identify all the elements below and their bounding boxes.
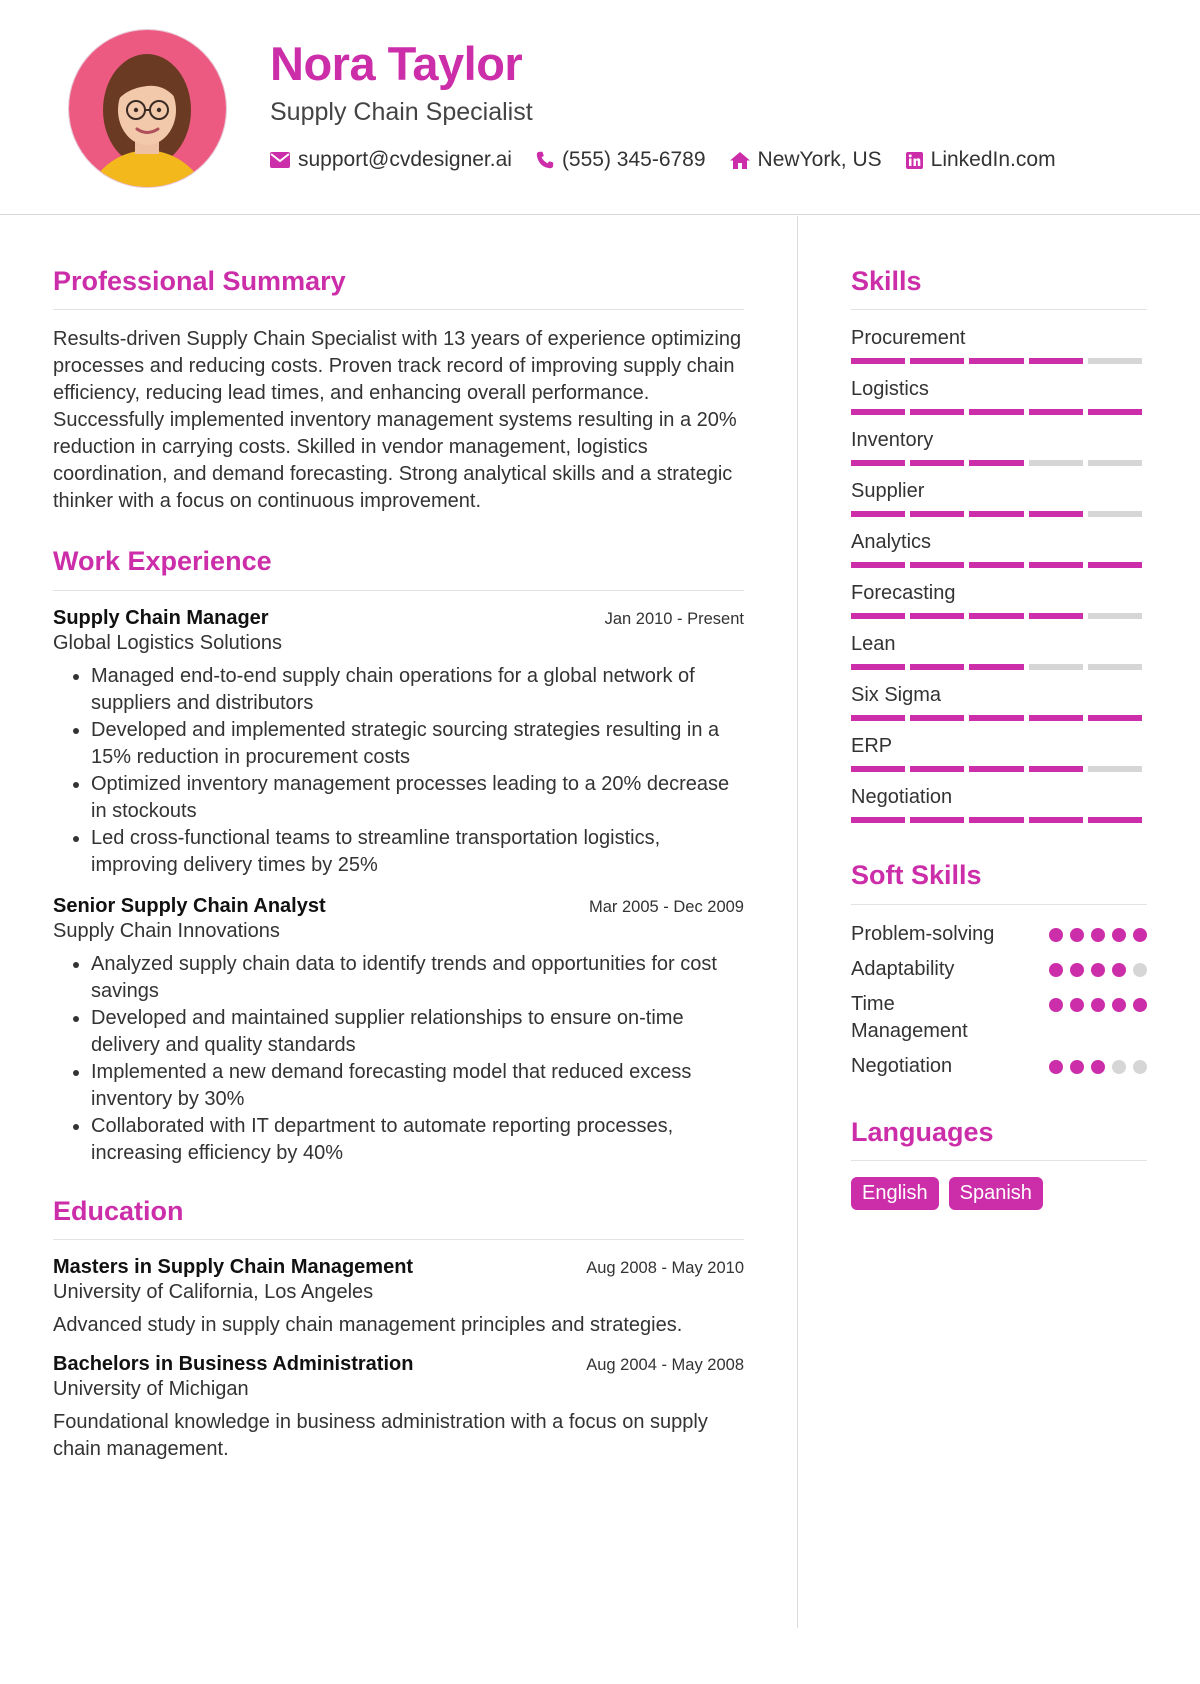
skill-item bbox=[851, 632, 1147, 670]
job-bullet: • Managed end-to-end supply chain operations for a global network of suppliers and distributors bbox=[91, 663, 744, 717]
skill-level-segment bbox=[910, 817, 964, 823]
skill-level-segment bbox=[969, 358, 1023, 364]
skill-level-bar bbox=[851, 715, 1147, 721]
candidate-title: Supply Chain Specialist bbox=[270, 98, 533, 126]
job-dates: Mar 2005 - Dec 2009 bbox=[588, 897, 744, 916]
skill-level-segment bbox=[851, 766, 905, 772]
school-name: University of California, Los Angeles bbox=[53, 1281, 374, 1304]
soft-skill-name: Negotiation bbox=[851, 1054, 953, 1077]
soft-skills-heading: Soft Skills bbox=[851, 860, 982, 891]
rating-dot bbox=[1070, 1060, 1084, 1074]
rating-dot bbox=[1070, 963, 1084, 977]
skill-name: Lean bbox=[851, 633, 896, 656]
section-rule bbox=[53, 309, 744, 310]
candidate-name: Nora Taylor bbox=[270, 37, 523, 90]
skill-level-segment bbox=[1088, 358, 1142, 364]
skill-name: Six Sigma bbox=[851, 684, 942, 707]
skill-level-segment bbox=[1088, 409, 1142, 415]
skill-level-segment bbox=[1029, 460, 1083, 466]
skill-level-segment bbox=[910, 664, 964, 670]
skill-level-segment bbox=[1029, 817, 1083, 823]
language-list bbox=[851, 1177, 1147, 1210]
skill-level-segment bbox=[851, 817, 905, 823]
profile-photo bbox=[68, 29, 227, 188]
skill-level-segment bbox=[1029, 409, 1083, 415]
soft-skill-rating bbox=[1042, 928, 1147, 942]
skill-name: Supplier bbox=[851, 480, 925, 503]
skill-level-segment bbox=[1029, 511, 1083, 517]
skill-item bbox=[851, 581, 1147, 619]
rating-dot bbox=[1091, 998, 1105, 1012]
skill-level-segment bbox=[1029, 562, 1083, 568]
job-title: Supply Chain Manager bbox=[53, 606, 269, 629]
rating-dot bbox=[1049, 928, 1063, 942]
job-bullet: • Led cross-functional teams to streamline transportation logistics, improving delivery times by 25% bbox=[91, 825, 744, 879]
summary-heading: Professional Summary bbox=[53, 266, 346, 296]
languages-heading: Languages bbox=[851, 1116, 994, 1147]
soft-skill-item bbox=[851, 921, 1147, 948]
skill-item bbox=[851, 428, 1147, 466]
home-icon bbox=[730, 152, 750, 169]
skill-name: Logistics bbox=[851, 378, 929, 401]
job-company: Supply Chain Innovations bbox=[53, 919, 280, 942]
rating-dot bbox=[1133, 998, 1147, 1012]
rating-dot bbox=[1112, 998, 1126, 1012]
job-dates: Jan 2010 - Present bbox=[604, 609, 744, 628]
linkedin-text: LinkedIn.com bbox=[930, 148, 1056, 171]
rating-dot bbox=[1112, 1060, 1126, 1074]
education-entry bbox=[53, 1256, 744, 1339]
job-company: Global Logistics Solutions bbox=[53, 631, 283, 654]
job-bullet: • Optimized inventory management processes leading to a 20% decrease in stockouts bbox=[91, 771, 744, 825]
skill-name: Analytics bbox=[851, 531, 932, 554]
summary-section bbox=[53, 265, 744, 515]
soft-skills-list bbox=[851, 921, 1147, 1080]
education-description: Foundational knowledge in business administration with a focus on supply chain management. bbox=[53, 1411, 708, 1461]
education-section bbox=[53, 1195, 744, 1463]
contact-phone[interactable] bbox=[536, 148, 706, 172]
rating-dot bbox=[1049, 998, 1063, 1012]
job-entry bbox=[53, 895, 744, 1167]
skill-name: Forecasting bbox=[851, 582, 956, 605]
soft-skill-rating bbox=[1042, 998, 1147, 1012]
skill-level-segment bbox=[1088, 613, 1142, 619]
education-dates: Aug 2008 - May 2010 bbox=[586, 1259, 744, 1278]
contact-email[interactable] bbox=[270, 148, 512, 172]
skill-item bbox=[851, 734, 1147, 772]
resume-header bbox=[0, 0, 1200, 215]
skill-level-segment bbox=[851, 562, 905, 568]
location-text: NewYork, US bbox=[757, 148, 882, 171]
rating-dot bbox=[1070, 998, 1084, 1012]
job-title: Senior Supply Chain Analyst bbox=[53, 894, 326, 917]
skill-level-bar bbox=[851, 460, 1147, 466]
rating-dot bbox=[1091, 1060, 1105, 1074]
skills-list bbox=[851, 326, 1147, 823]
soft-skill-name: Problem-solving bbox=[851, 922, 995, 945]
skill-level-bar bbox=[851, 817, 1147, 823]
skill-level-segment bbox=[851, 460, 905, 466]
experience-section bbox=[53, 545, 744, 1166]
skill-level-segment bbox=[969, 562, 1023, 568]
skill-level-segment bbox=[851, 664, 905, 670]
language-badge: Spanish bbox=[949, 1177, 1043, 1210]
rating-dot bbox=[1049, 963, 1063, 977]
skill-level-segment bbox=[969, 511, 1023, 517]
rating-dot bbox=[1070, 928, 1084, 942]
school-name: University of Michigan bbox=[53, 1378, 249, 1401]
degree-title: Bachelors in Business Administration bbox=[53, 1353, 414, 1376]
skill-level-segment bbox=[1088, 460, 1142, 466]
degree-title: Masters in Supply Chain Management bbox=[53, 1256, 414, 1279]
skill-level-segment bbox=[851, 409, 905, 415]
rating-dot bbox=[1091, 928, 1105, 942]
skills-heading: Skills bbox=[851, 266, 922, 296]
summary-text: Results-driven Supply Chain Specialist with 13 years of experience optimizing processes and reducing costs. Proven track record of improving supply chain efficiency, reducing lead times, and enhancing overall performance. Successfully implemented inventory management systems resulting in a 20% reduction in carrying costs. Skilled in vendor management, logistics coordination, and demand forecasting. Strong analytical skills and a strategic thinker with a focus on continuous improvement. bbox=[53, 328, 742, 513]
skill-level-segment bbox=[969, 766, 1023, 772]
skill-level-segment bbox=[1029, 664, 1083, 670]
rating-dot bbox=[1133, 963, 1147, 977]
skill-level-bar bbox=[851, 613, 1147, 619]
skills-section bbox=[851, 265, 1147, 823]
skill-level-segment bbox=[851, 358, 905, 364]
email-text: support@cvdesigner.ai bbox=[298, 148, 512, 171]
phone-text: (555) 345-6789 bbox=[561, 148, 706, 171]
languages-section bbox=[851, 1116, 1147, 1210]
job-bullet: • Collaborated with IT department to automate reporting processes, increasing efficiency by 40% bbox=[91, 1113, 744, 1167]
skill-level-bar bbox=[851, 562, 1147, 568]
skill-name: Negotiation bbox=[851, 786, 953, 809]
column-divider bbox=[797, 216, 798, 1628]
skill-level-segment bbox=[1088, 715, 1142, 721]
skill-level-segment bbox=[910, 409, 964, 415]
experience-heading: Work Experience bbox=[53, 546, 272, 577]
skill-level-segment bbox=[910, 511, 964, 517]
skill-name: Inventory bbox=[851, 429, 934, 452]
skill-level-segment bbox=[969, 409, 1023, 415]
skill-name: Procurement bbox=[851, 327, 966, 350]
education-description: Advanced study in supply chain management principles and strategies. bbox=[53, 1314, 683, 1337]
skill-level-segment bbox=[1029, 766, 1083, 772]
job-bullets bbox=[53, 663, 744, 879]
skill-level-segment bbox=[969, 817, 1023, 823]
rating-dot bbox=[1133, 1060, 1147, 1074]
skill-level-bar bbox=[851, 664, 1147, 670]
skill-level-segment bbox=[969, 715, 1023, 721]
skill-level-segment bbox=[851, 715, 905, 721]
contact-location bbox=[730, 148, 882, 172]
skill-item bbox=[851, 530, 1147, 568]
skill-level-segment bbox=[910, 358, 964, 364]
skill-level-segment bbox=[969, 664, 1023, 670]
skill-level-bar bbox=[851, 409, 1147, 415]
language-badge: English bbox=[851, 1177, 939, 1210]
soft-skill-rating bbox=[1042, 1060, 1147, 1074]
rating-dot bbox=[1049, 1060, 1063, 1074]
skill-level-segment bbox=[910, 460, 964, 466]
skill-item bbox=[851, 479, 1147, 517]
skill-level-bar bbox=[851, 358, 1147, 364]
education-dates: Aug 2004 - May 2008 bbox=[586, 1356, 744, 1375]
job-bullet: • Implemented a new demand forecasting model that reduced excess inventory by 30% bbox=[91, 1059, 744, 1113]
section-rule bbox=[53, 590, 744, 591]
skill-level-segment bbox=[969, 613, 1023, 619]
skill-level-segment bbox=[1029, 358, 1083, 364]
education-entry bbox=[53, 1353, 744, 1463]
skill-level-segment bbox=[1088, 817, 1142, 823]
skill-level-segment bbox=[910, 613, 964, 619]
skill-level-segment bbox=[1029, 613, 1083, 619]
job-bullet: • Developed and maintained supplier relationships to ensure on-time delivery and quality standards bbox=[91, 1005, 744, 1059]
skill-level-segment bbox=[1088, 511, 1142, 517]
skill-item bbox=[851, 377, 1147, 415]
skill-item bbox=[851, 326, 1147, 364]
soft-skill-item bbox=[851, 956, 1147, 983]
skill-level-segment bbox=[1088, 766, 1142, 772]
skill-level-segment bbox=[1029, 715, 1083, 721]
rating-dot bbox=[1091, 963, 1105, 977]
skill-level-segment bbox=[1088, 664, 1142, 670]
rating-dot bbox=[1112, 928, 1126, 942]
rating-dot bbox=[1133, 928, 1147, 942]
section-rule bbox=[851, 1160, 1147, 1161]
contact-bar bbox=[270, 148, 1080, 172]
skill-level-bar bbox=[851, 511, 1147, 517]
soft-skills-section bbox=[851, 859, 1147, 1079]
skill-level-segment bbox=[910, 562, 964, 568]
skill-level-segment bbox=[1088, 562, 1142, 568]
education-heading: Education bbox=[53, 1195, 184, 1226]
soft-skill-name: Adaptability bbox=[851, 957, 955, 980]
skill-level-segment bbox=[851, 613, 905, 619]
job-bullet: • Developed and implemented strategic sourcing strategies resulting in a 15% reduction in procurement costs bbox=[91, 717, 744, 771]
skill-name: ERP bbox=[851, 735, 893, 758]
section-rule bbox=[851, 904, 1147, 905]
skill-level-segment bbox=[910, 715, 964, 721]
job-entry bbox=[53, 607, 744, 879]
job-bullets bbox=[53, 951, 744, 1167]
envelope-icon bbox=[270, 152, 290, 168]
soft-skill-item bbox=[851, 1053, 1147, 1080]
contact-linkedin[interactable] bbox=[906, 148, 1056, 172]
sidebar-column bbox=[851, 265, 1147, 1210]
soft-skill-rating bbox=[1042, 963, 1147, 977]
rating-dot bbox=[1112, 963, 1126, 977]
skill-level-segment bbox=[910, 766, 964, 772]
skill-item bbox=[851, 683, 1147, 721]
main-column bbox=[53, 265, 744, 1477]
skill-level-segment bbox=[969, 460, 1023, 466]
phone-icon bbox=[536, 151, 554, 169]
soft-skill-name: Time Management bbox=[851, 992, 968, 1042]
skill-level-segment bbox=[851, 511, 905, 517]
section-rule bbox=[53, 1239, 744, 1240]
soft-skill-item bbox=[851, 991, 1147, 1045]
linkedin-icon bbox=[906, 152, 923, 169]
skill-level-bar bbox=[851, 766, 1147, 772]
job-bullet: • Analyzed supply chain data to identify trends and opportunities for cost savings bbox=[91, 951, 744, 1005]
section-rule bbox=[851, 309, 1147, 310]
skill-item bbox=[851, 785, 1147, 823]
